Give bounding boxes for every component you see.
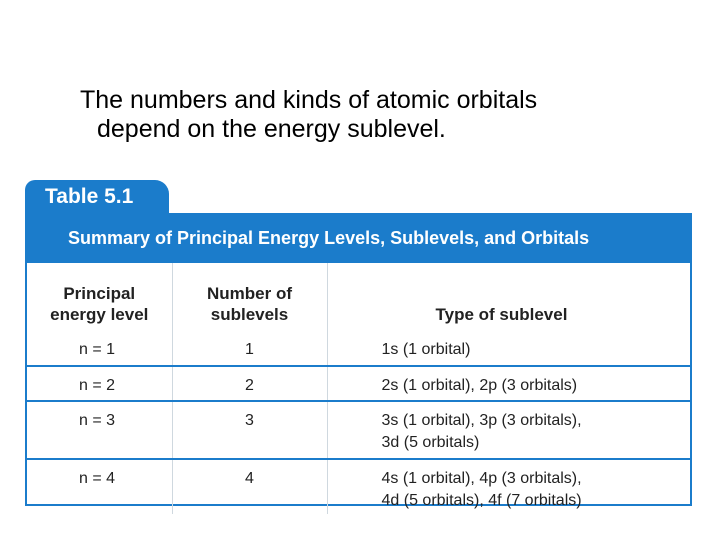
row-count: 1 bbox=[172, 331, 327, 366]
row-level: n = 1 bbox=[27, 331, 172, 366]
row-count: 2 bbox=[172, 366, 327, 401]
table-row bbox=[27, 459, 690, 514]
table-header-row bbox=[27, 263, 690, 331]
header-col2-line1: Number of bbox=[207, 284, 292, 303]
row-types bbox=[327, 366, 690, 401]
table-row bbox=[27, 331, 690, 366]
summary-table bbox=[25, 213, 692, 509]
header-col2-line2: sublevels bbox=[210, 305, 289, 324]
row-types bbox=[327, 459, 690, 514]
row-types bbox=[327, 401, 690, 459]
table-row bbox=[27, 366, 690, 401]
header-col1-line1: Principal bbox=[63, 284, 136, 303]
header-col1-line2: energy level bbox=[50, 305, 149, 324]
row-types-line2: 3d (5 orbitals) bbox=[381, 434, 480, 451]
table-tab-label: Table 5.1 bbox=[25, 180, 169, 214]
header-principal-energy-level bbox=[27, 263, 172, 331]
row-types-line1: 2s (1 orbital), 2p (3 orbitals) bbox=[381, 377, 578, 394]
intro-line-2: depend on the energy sublevel. bbox=[97, 115, 446, 143]
row-level: n = 4 bbox=[27, 459, 172, 514]
row-types-line1: 1s (1 orbital) bbox=[381, 341, 471, 358]
intro-line-1: The numbers and kinds of atomic orbitals bbox=[80, 86, 538, 114]
row-count: 3 bbox=[172, 401, 327, 459]
orbitals-table bbox=[27, 263, 690, 514]
header-type-of-sublevel: Type of sublevel bbox=[435, 305, 568, 324]
row-types bbox=[327, 331, 690, 366]
row-level: n = 3 bbox=[27, 401, 172, 459]
intro-text bbox=[80, 86, 680, 144]
row-count: 4 bbox=[172, 459, 327, 514]
table-row bbox=[27, 401, 690, 459]
row-types-line1: 3s (1 orbital), 3p (3 orbitals), bbox=[381, 412, 582, 429]
row-types-line1: 4s (1 orbital), 4p (3 orbitals), bbox=[381, 470, 582, 487]
header-number-of-sublevels bbox=[172, 263, 327, 331]
row-level: n = 2 bbox=[27, 366, 172, 401]
row-types-line2: 4d (5 orbitals), 4f (7 orbitals) bbox=[381, 492, 582, 509]
table-title: Summary of Principal Energy Levels, Sublevels, and Orbitals bbox=[27, 213, 690, 263]
